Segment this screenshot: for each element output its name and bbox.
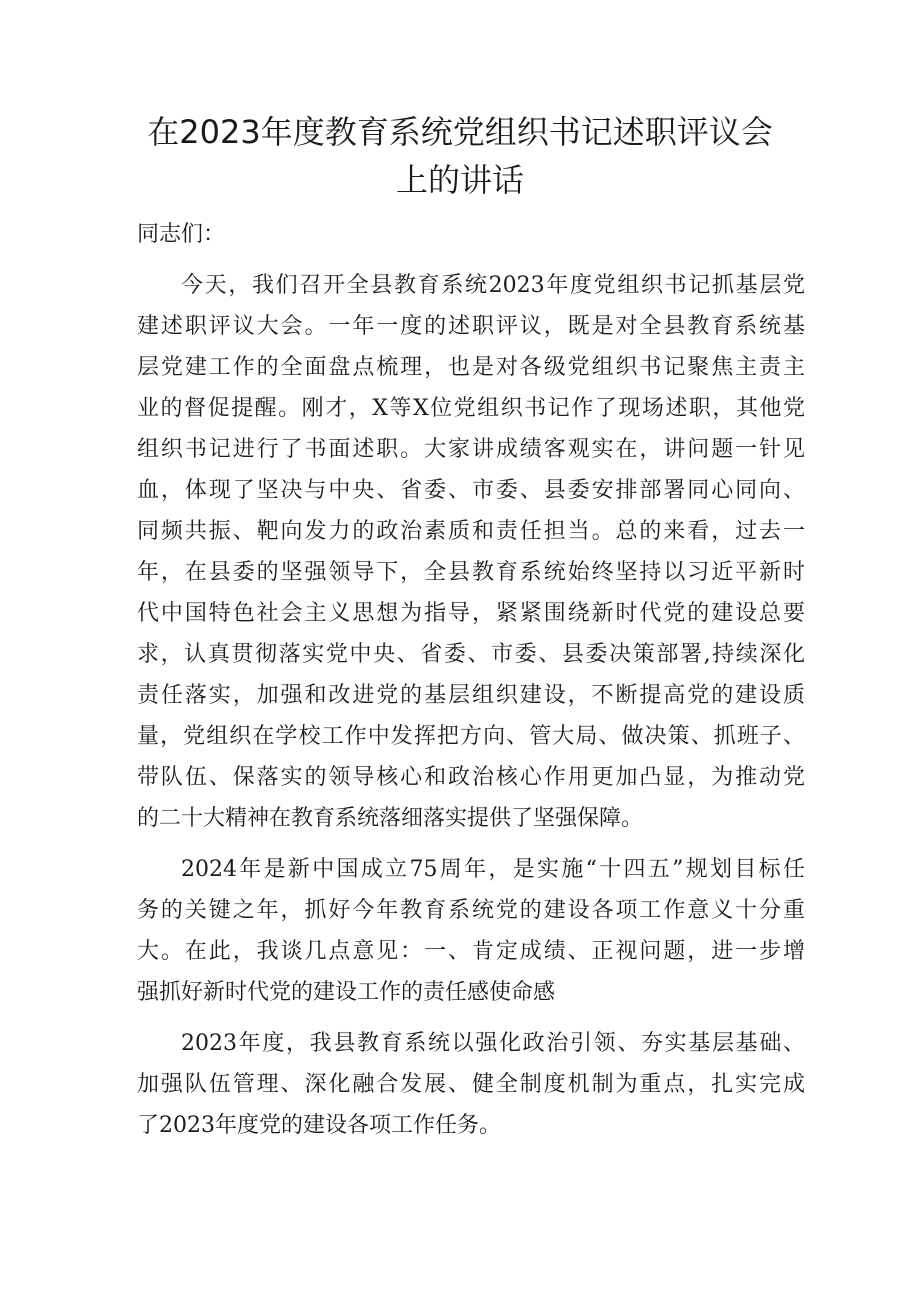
paragraph-1	[137, 265, 805, 839]
paragraph-line: 血，体现了坚决与中央、省委、市委、县委安排部署同心同向、	[137, 478, 805, 503]
paragraph-line: 务的关键之年，抓好今年教育系统党的建设各项工作意义十分重	[137, 898, 805, 923]
paragraph-line: 业的督促提醒。刚才，X等X位党组织书记作了现场述职，其他党	[137, 396, 805, 421]
paragraph-line: 年，在县委的坚强领导下，全县教育系统始终坚持以习近平新时	[137, 560, 805, 585]
paragraph-line: 组织书记进行了书面述职。大家讲成绩客观实在，讲问题一针见	[137, 437, 805, 462]
paragraph-line: 了2023年度党的建设各项工作任务。	[137, 1113, 501, 1138]
paragraph-line: 2024年是新中国成立75周年，是实施“十四五”规划目标任	[181, 857, 805, 882]
paragraph-line: 同频共振、靶向发力的政治素质和责任担当。总的来看，过去一	[137, 519, 805, 544]
paragraph-line: 带队伍、保落实的领导核心和政治核心作用更加凸显，为推动党	[137, 765, 805, 790]
paragraph-line: 代中国特色社会主义思想为指导，紧紧围绕新时代党的建设总要	[137, 601, 805, 626]
paragraph-line: 大。在此，我谈几点意见：一、肯定成绩、正视问题，进一步增	[137, 939, 805, 964]
paragraph-line: 责任落实，加强和改进党的基层组织建设，不断提高党的建设质	[137, 683, 805, 708]
salutation: 同志们：	[137, 222, 226, 247]
paragraph-line: 加强队伍管理、深化融合发展、健全制度机制为重点，扎实完成	[137, 1072, 805, 1097]
document-title	[120, 108, 800, 204]
document-body	[137, 214, 805, 1146]
paragraph-line: 强抓好新时代党的建设工作的责任感使命感	[137, 980, 556, 1005]
paragraph-line: 的二十大精神在教育系统落细落实提供了坚强保障。	[137, 806, 644, 831]
paragraph-3	[137, 1023, 805, 1146]
paragraph-line: 建述职评议大会。一年一度的述职评议，既是对全县教育系统基	[137, 314, 805, 339]
paragraph-line: 今天，我们召开全县教育系统2023年度党组织书记抓基层党	[181, 273, 805, 298]
title-line-2: 上的讲话	[395, 161, 524, 199]
title-line-1: 在2023年度教育系统党组织书记述职评议会	[147, 113, 773, 151]
paragraph-2	[137, 849, 805, 1013]
paragraph-line: 求，认真贯彻落实党中央、省委、市委、县委决策部署,持续深化	[137, 642, 805, 667]
paragraph-line: 2023年度，我县教育系统以强化政治引领、夯实基层基础、	[181, 1031, 805, 1056]
paragraph-line: 层党建工作的全面盘点梳理，也是对各级党组织书记聚焦主责主	[137, 355, 805, 380]
paragraph-line: 量，党组织在学校工作中发挥把方向、管大局、做决策、抓班子、	[137, 724, 805, 749]
